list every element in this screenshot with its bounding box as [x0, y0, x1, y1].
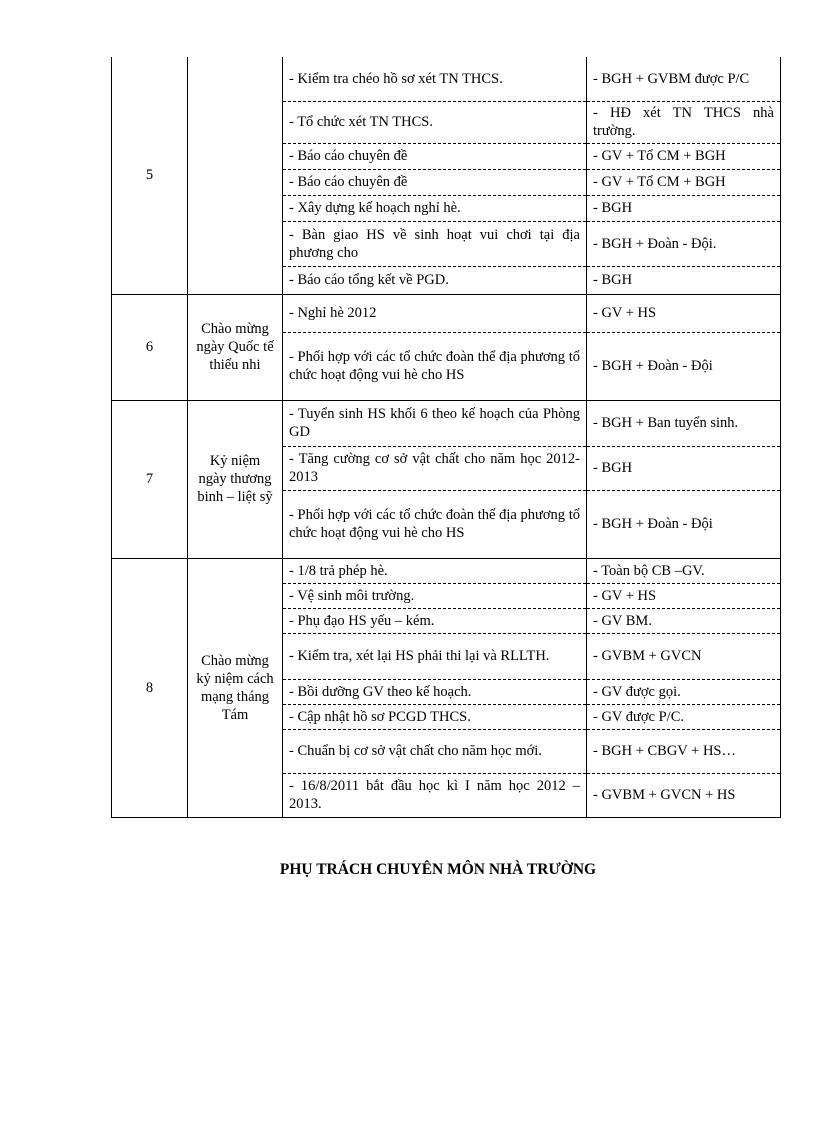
task-cell: - Báo cáo chuyên đề: [283, 143, 587, 169]
table-row: [112, 294, 781, 332]
task-cell: - 16/8/2011 bắt đầu học kì I năm học 2012 – 2013.: [283, 773, 587, 817]
task-cell: - Tăng cường cơ sở vật chất cho năm học 2012-2013: [283, 446, 587, 490]
theme-cell: Chào mừng kỷ niệm cách mạng tháng Tám: [188, 558, 283, 817]
responsible-cell: - GV BM.: [587, 608, 781, 633]
month-cell: 6: [112, 294, 188, 400]
responsible-cell: - GV được P/C.: [587, 704, 781, 729]
month-cell: 8: [112, 558, 188, 817]
responsible-cell: - BGH + Đoàn - Đội.: [587, 221, 781, 266]
responsible-cell: - GVBM + GVCN + HS: [587, 773, 781, 817]
task-cell: - Kiểm tra, xét lại HS phải thi lại và RLLTH.: [283, 633, 587, 679]
theme-cell: Kỷ niệm ngày thương binh – liệt sỹ: [188, 400, 283, 558]
theme-cell: [188, 57, 283, 294]
table-row: [112, 558, 781, 583]
task-cell: - Phối hợp với các tổ chức đoàn thể địa phương tổ chức hoạt động vui hè cho HS: [283, 490, 587, 558]
table-row: [112, 400, 781, 446]
plan-table: [111, 57, 781, 818]
responsible-cell: - HĐ xét TN THCS nhà trường.: [587, 101, 781, 143]
responsible-cell: - BGH + CBGV + HS…: [587, 729, 781, 773]
task-cell: - Phụ đạo HS yếu – kém.: [283, 608, 587, 633]
task-cell: - Chuẩn bị cơ sở vật chất cho năm học mới.: [283, 729, 587, 773]
responsible-cell: - Toàn bộ CB –GV.: [587, 558, 781, 583]
task-cell: - Báo cáo tổng kết về PGD.: [283, 266, 587, 294]
table-row: [112, 57, 781, 101]
task-cell: - Cập nhật hồ sơ PCGD THCS.: [283, 704, 587, 729]
month-cell: 5: [112, 57, 188, 294]
responsible-cell: - GV được gọi.: [587, 679, 781, 704]
responsible-cell: - BGH + Đoàn - Đội: [587, 490, 781, 558]
task-cell: - Tuyển sinh HS khối 6 theo kế hoạch của Phòng GD: [283, 400, 587, 446]
task-cell: - Phối hợp với các tổ chức đoàn thể địa phương tổ chức hoạt động vui hè cho HS: [283, 332, 587, 400]
task-cell: - Bồi dưỡng GV theo kế hoạch.: [283, 679, 587, 704]
task-cell: - Nghỉ hè 2012: [283, 294, 587, 332]
task-cell: - Báo cáo chuyên đề: [283, 169, 587, 195]
task-cell: - Xây dựng kế hoạch nghỉ hè.: [283, 195, 587, 221]
responsible-cell: - BGH: [587, 446, 781, 490]
theme-cell: Chào mừng ngày Quốc tế thiếu nhi: [188, 294, 283, 400]
responsible-cell: - GV + HS: [587, 294, 781, 332]
task-cell: - Vệ sinh môi trường.: [283, 583, 587, 608]
responsible-cell: - GV + Tổ CM + BGH: [587, 169, 781, 195]
responsible-cell: - GVBM + GVCN: [587, 633, 781, 679]
month-cell: 7: [112, 400, 188, 558]
task-cell: - Bàn giao HS về sinh hoạt vui chơi tại địa phương cho: [283, 221, 587, 266]
responsible-cell: - BGH + Đoàn - Đội: [587, 332, 781, 400]
task-cell: - Kiểm tra chéo hồ sơ xét TN THCS.: [283, 57, 587, 101]
responsible-cell: - BGH + GVBM được P/C: [587, 57, 781, 101]
responsible-cell: - GV + Tổ CM + BGH: [587, 143, 781, 169]
task-cell: - 1/8 trả phép hè.: [283, 558, 587, 583]
responsible-cell: - BGH + Ban tuyển sinh.: [587, 400, 781, 446]
signature-heading: PHỤ TRÁCH CHUYÊN MÔN NHÀ TRƯỜNG: [279, 861, 597, 878]
responsible-cell: - GV + HS: [587, 583, 781, 608]
task-cell: - Tổ chức xét TN THCS.: [283, 101, 587, 143]
responsible-cell: - BGH: [587, 195, 781, 221]
responsible-cell: - BGH: [587, 266, 781, 294]
